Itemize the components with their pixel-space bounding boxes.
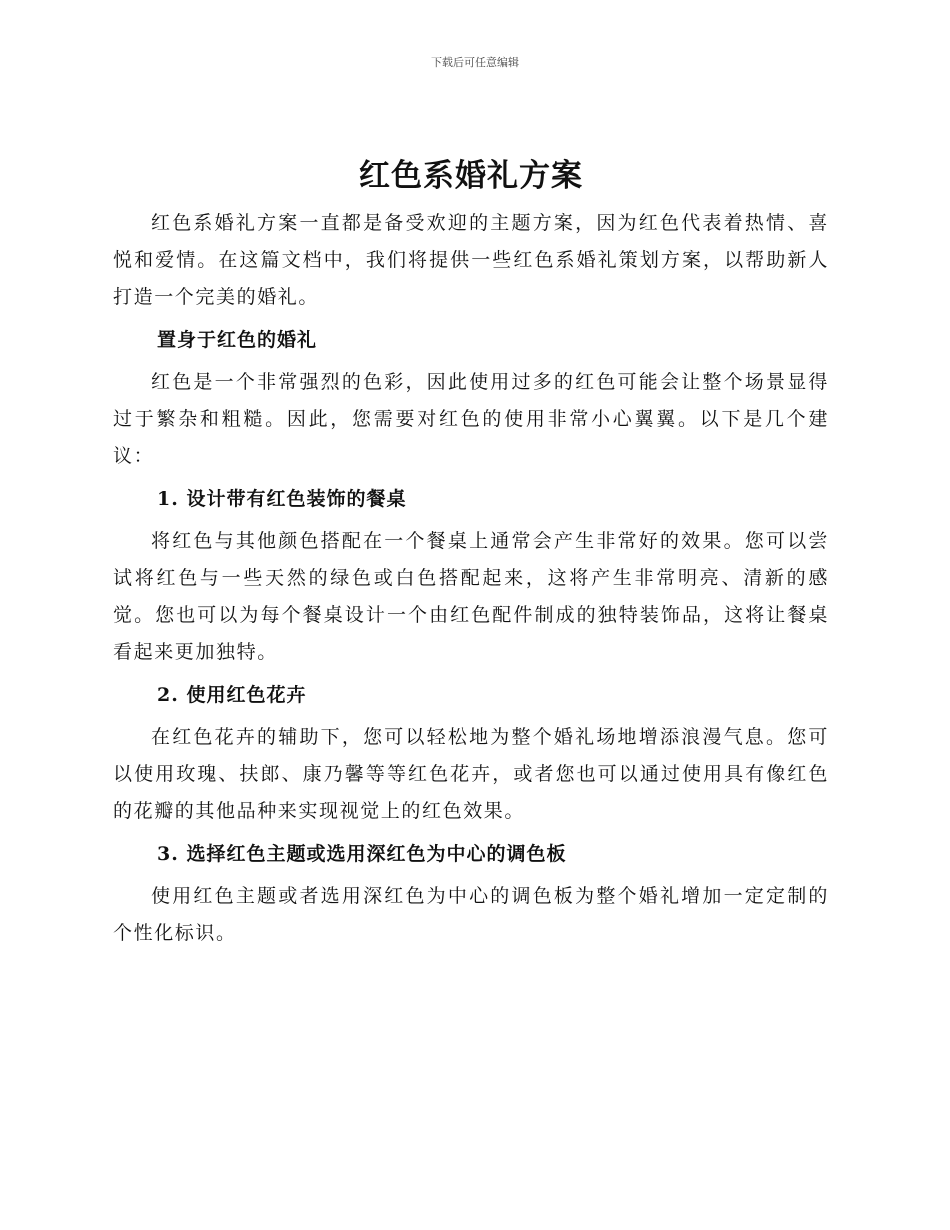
item-heading-red-palette: 3. 选择红色主题或选用深红色为中心的调色板 — [157, 843, 567, 865]
item-paragraph-table-decoration: 将红色与其他颜色搭配在一个餐桌上通常会产生非常好的效果。您可以尝试将红色与一些天然的绿色或白色搭配起来，这将产生非常明亮、清新的感觉。您也可以为每个餐桌设计一个由红色配件制成的独特装饰品，这将让餐桌看起来更加独特。 — [113, 530, 829, 663]
section-paragraph-red-wedding: 红色是一个非常强烈的色彩，因此使用过多的红色可能会让整个场景显得过于繁杂和粗糙。因此，您需要对红色的使用非常小心翼翼。以下是几个建议： — [113, 371, 829, 467]
intro-paragraph: 红色系婚礼方案一直都是备受欢迎的主题方案，因为红色代表着热情、喜悦和爱情。在这篇文档中，我们将提供一些红色系婚礼策划方案，以帮助新人打造一个完美的婚礼。 — [113, 212, 829, 308]
document-title: 红色系婚礼方案 — [359, 158, 583, 194]
header-note: 下载后可任意编辑 — [431, 56, 519, 69]
item-heading-table-decoration: 1. 设计带有红色装饰的餐桌 — [157, 488, 407, 510]
document-body — [113, 150, 829, 952]
item-paragraph-red-flowers: 在红色花卉的辅助下，您可以轻松地为整个婚礼场地增添浪漫气息。您可以使用玫瑰、扶郎、康乃馨等等红色花卉，或者您也可以通过使用具有像红色的花瓣的其他品种来实现视觉上的红色效果。 — [113, 726, 829, 822]
section-heading-red-wedding: 置身于红色的婚礼 — [157, 329, 318, 351]
item-heading-red-flowers: 2. 使用红色花卉 — [157, 684, 307, 706]
item-paragraph-red-palette: 使用红色主题或者选用深红色为中心的调色板为整个婚礼增加一定定制的个性化标识。 — [113, 885, 829, 944]
